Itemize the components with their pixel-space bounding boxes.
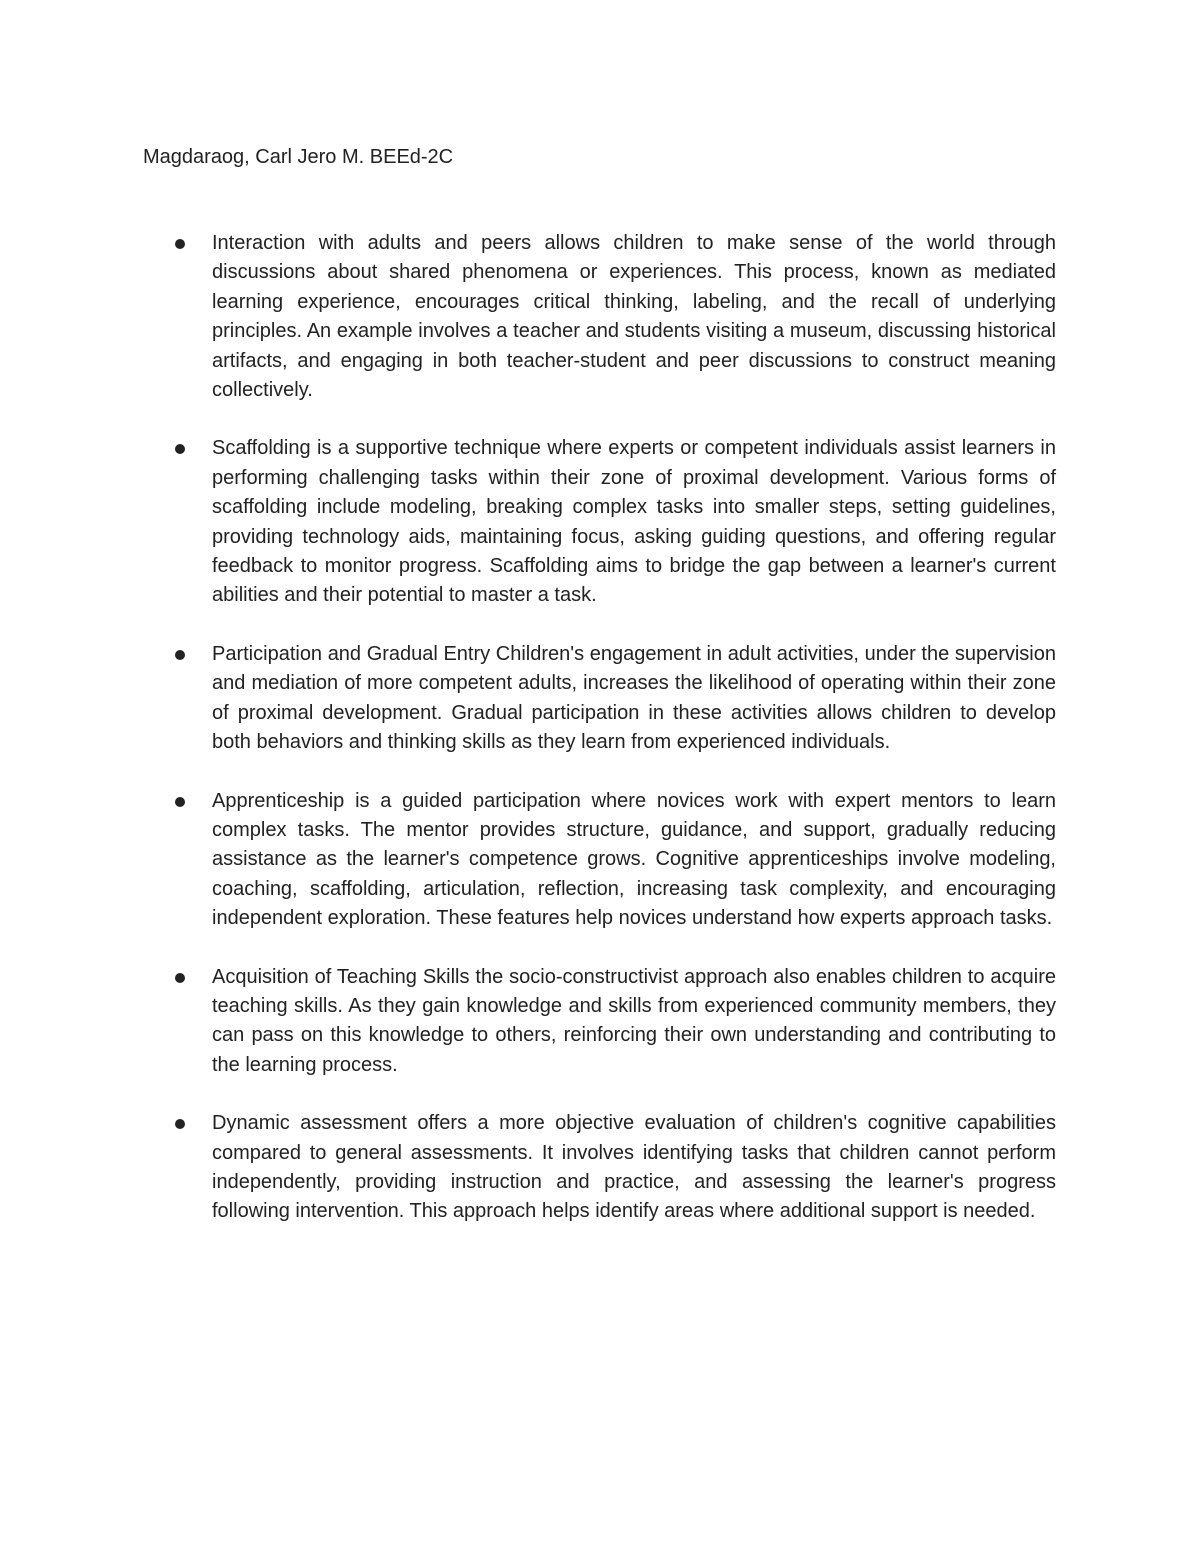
student-name-header: Magdaraog, Carl Jero M. BEEd-2C	[143, 146, 454, 168]
bullet-item-participation	[0, 640, 1200, 758]
bullet-item-scaffolding	[0, 434, 1200, 610]
bullet-item-dynamic-assessment	[0, 1109, 1200, 1227]
bullet-item-mediated-learning	[0, 229, 1200, 405]
bullet-text: Interaction with adults and peers allows children to make sense of the world through discussions about shared phenomena or experiences. This process, known as mediated learning experience, encourages critical thinking, labeling, and the recall of underlying principles. An example involves a teacher and students visiting a museum, discussing historical artifacts, and engaging in both teacher-student and peer discussions to construct meaning collectively.	[212, 232, 1056, 402]
bullet-icon	[175, 973, 185, 983]
bullet-text: Acquisition of Teaching Skills the socio-constructivist approach also enables children to acquire teaching skills. As they gain knowledge and skills from experienced community members, they can pass on this knowledge to others, reinforcing their own understanding and contributing to the learning process.	[212, 965, 1056, 1076]
bullet-text: Dynamic assessment offers a more objective evaluation of children's cognitive capabilities compared to general assessments. It involves identifying tasks that children cannot perform independently, providing instruction and practice, and assessing the learner's progress following intervention. This approach helps identify areas where additional support is needed.	[212, 1112, 1056, 1223]
bullet-icon	[175, 797, 185, 807]
bullet-item-apprenticeship	[0, 787, 1200, 934]
bullet-text: Scaffolding is a supportive technique where experts or competent individuals assist learners in performing challenging tasks within their zone of proximal development. Various forms of scaffolding include modeling, breaking complex tasks into smaller steps, setting guidelines, providing technology aids, maintaining focus, asking guiding questions, and offering regular feedback to monitor progress. Scaffolding aims to bridge the gap between a learner's current abilities and their potential to master a task.	[212, 437, 1056, 607]
bullet-text: Participation and Gradual Entry Children's engagement in adult activities, under the supervision and mediation of more competent adults, increases the likelihood of operating within their zone of proximal development. Gradual participation in these activities allows children to develop both behaviors and thinking skills as they learn from experienced individuals.	[212, 642, 1056, 754]
bullet-icon	[175, 1119, 185, 1129]
bullet-icon	[175, 239, 185, 249]
bullet-item-teaching-skills	[0, 963, 1200, 1081]
bullet-list	[0, 229, 1200, 1256]
bullet-icon	[175, 444, 185, 454]
bullet-icon	[175, 650, 185, 660]
bullet-text: Apprenticeship is a guided participation where novices work with expert mentors to learn complex tasks. The mentor provides structure, guidance, and support, gradually reducing assistance as the learner's competence grows. Cognitive apprenticeships involve modeling, coaching, scaffolding, articulation, reflection, increasing task complexity, and encouraging independent exploration. These features help novices understand how experts approach tasks.	[212, 789, 1056, 930]
